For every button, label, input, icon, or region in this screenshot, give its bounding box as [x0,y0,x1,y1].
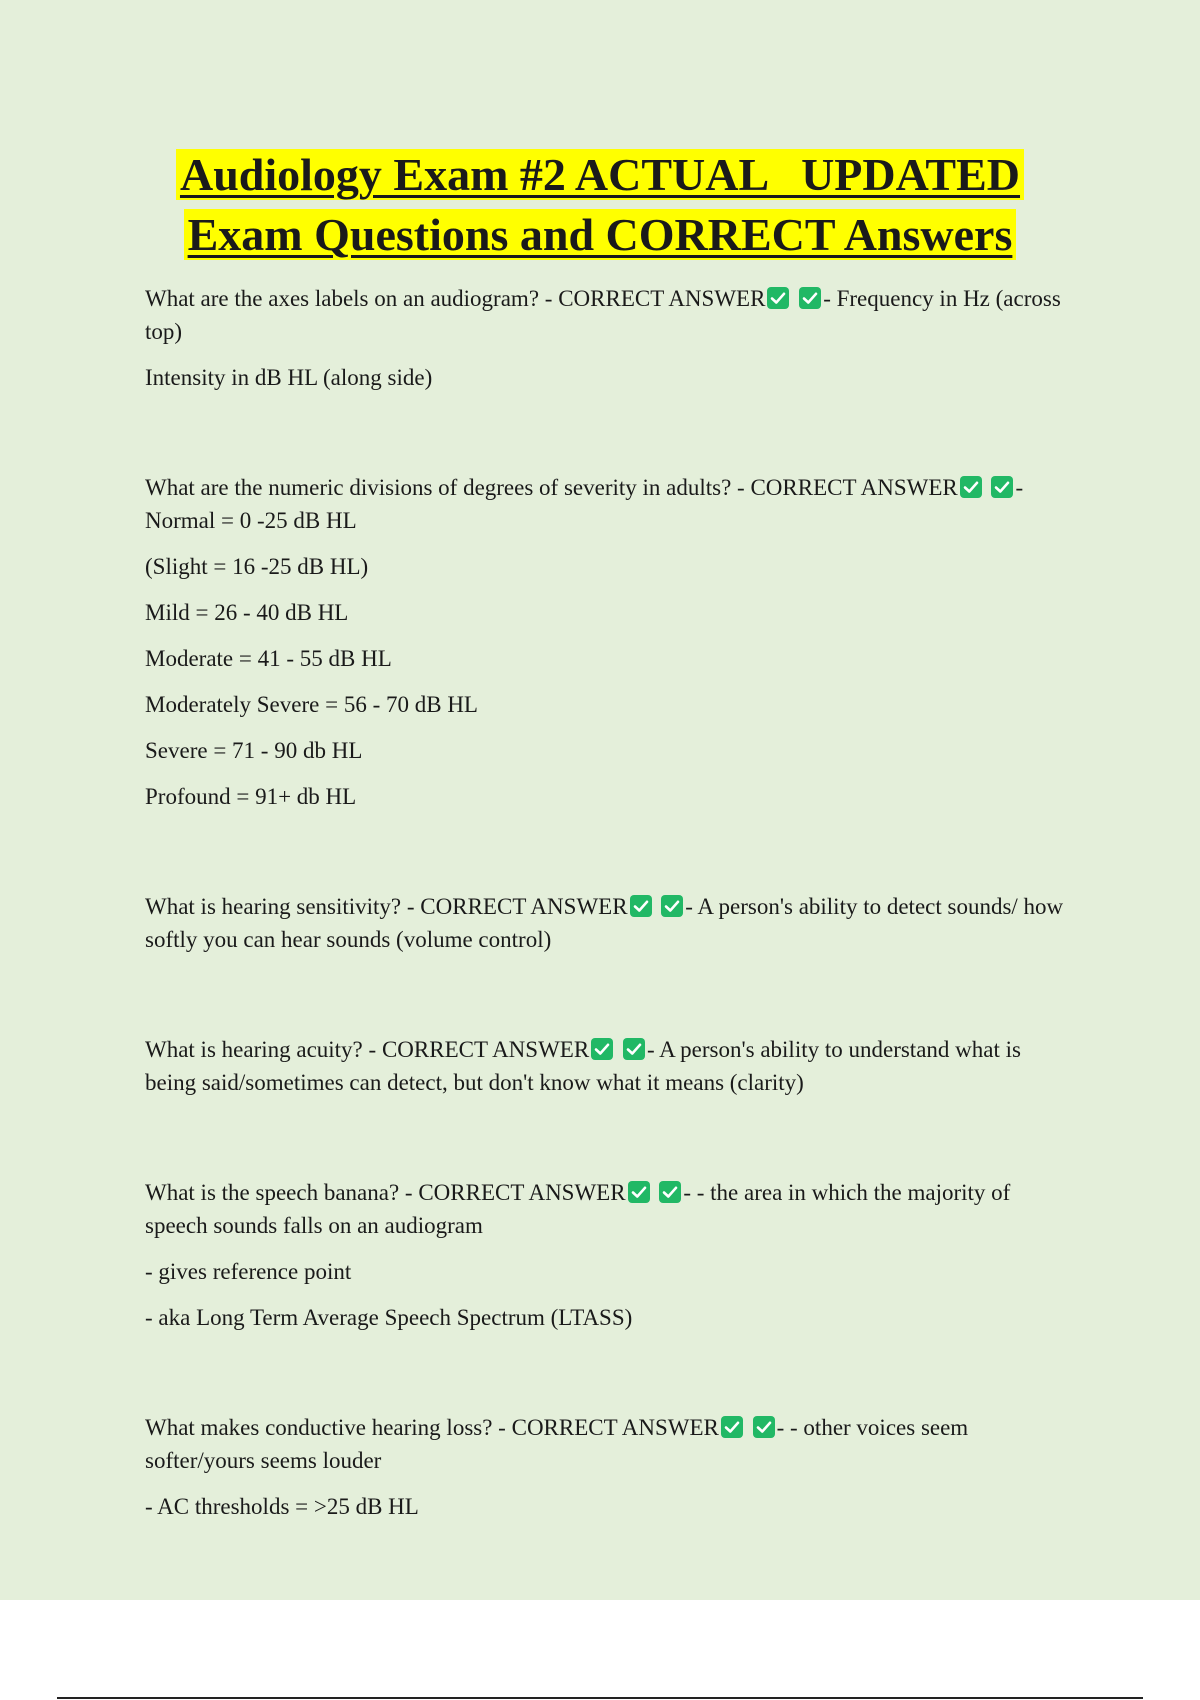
question-line [145,471,1075,537]
correct-answer-label: CORRECT ANSWER [420,894,628,919]
question-text: What are the numeric divisions of degrees of severity in adults? - [145,475,751,500]
check-mark-icon [591,1038,613,1060]
section-gap [145,969,1075,1033]
correct-answer-label: CORRECT ANSWER [418,1180,626,1205]
correct-answer-label: CORRECT ANSWER [558,286,766,311]
question-text: What makes conductive hearing loss? - [145,1415,512,1440]
question-text: What is hearing sensitivity? - [145,894,421,919]
check-mark-icon [659,1181,681,1203]
section-gap [145,1112,1075,1176]
qa-item [145,890,1075,956]
check-mark-icon [799,287,821,309]
qa-item [145,471,1075,813]
correct-answer-label: CORRECT ANSWER [381,1037,590,1062]
check-mark-icon [661,895,683,917]
question-line [145,890,1075,956]
answer-text: - Frequency in Hz (across top) [145,286,1061,344]
question-line [145,1411,1075,1477]
qa-item [145,1033,1075,1099]
question-text: What are the axes labels on an audiogram? - [145,286,559,311]
answer-line: - aka Long Term Average Speech Spectrum (LTASS) [145,1305,633,1330]
answer-line: Intensity in dB HL (along side) [145,365,433,390]
check-mark-icon [991,476,1013,498]
check-mark-icon [753,1416,775,1438]
question-text: What is hearing acuity? - [145,1037,382,1062]
question-line [145,282,1075,348]
answer-line: - AC thresholds = >25 dB HL [145,1494,419,1519]
qa-item [145,282,1075,394]
check-mark-icon [630,895,652,917]
answer-line: - gives reference point [145,1259,352,1284]
answer-line: Profound = 91+ db HL [145,784,357,809]
answer-line: (Slight = 16 -25 dB HL) [145,554,369,579]
title-line-1: Audiology Exam #2 ACTUAL UPDATED [176,149,1024,200]
document-title [60,145,1140,265]
answer-line: Moderately Severe = 56 - 70 dB HL [145,692,478,717]
answer-text: - A person's ability to understand what is being said/sometimes can detect, but don't know what it means (clarity) [145,1037,1021,1095]
answer-text: - - the area in which the majority of speech sounds falls on an audiogram [145,1180,1011,1238]
title-line-2: Exam Questions and CORRECT Answers [184,209,1017,260]
check-mark-icon [623,1038,645,1060]
qa-list [145,282,1075,1536]
section-gap [145,826,1075,890]
answer-line: Mild = 26 - 40 dB HL [145,600,349,625]
check-mark-icon [960,476,982,498]
footer-divider [57,1697,1143,1699]
section-gap [145,407,1075,471]
check-mark-icon [628,1181,650,1203]
check-mark-icon [721,1416,743,1438]
answer-line: Moderate = 41 - 55 dB HL [145,646,392,671]
answer-line: Severe = 71 - 90 db HL [145,738,363,763]
qa-item [145,1176,1075,1334]
answer-text: - A person's ability to detect sounds/ how softly you can hear sounds (volume control) [145,894,1064,952]
question-line [145,1033,1075,1099]
answer-text: - - other voices seem softer/yours seems louder [145,1415,969,1473]
section-gap [145,1347,1075,1411]
question-line [145,1176,1075,1242]
answer-text: - Normal = 0 -25 dB HL [145,475,1024,533]
check-mark-icon [767,287,789,309]
qa-item [145,1411,1075,1523]
correct-answer-label: CORRECT ANSWER [511,1415,719,1440]
question-text: What is the speech banana? - [145,1180,419,1205]
correct-answer-label: CORRECT ANSWER [750,475,958,500]
